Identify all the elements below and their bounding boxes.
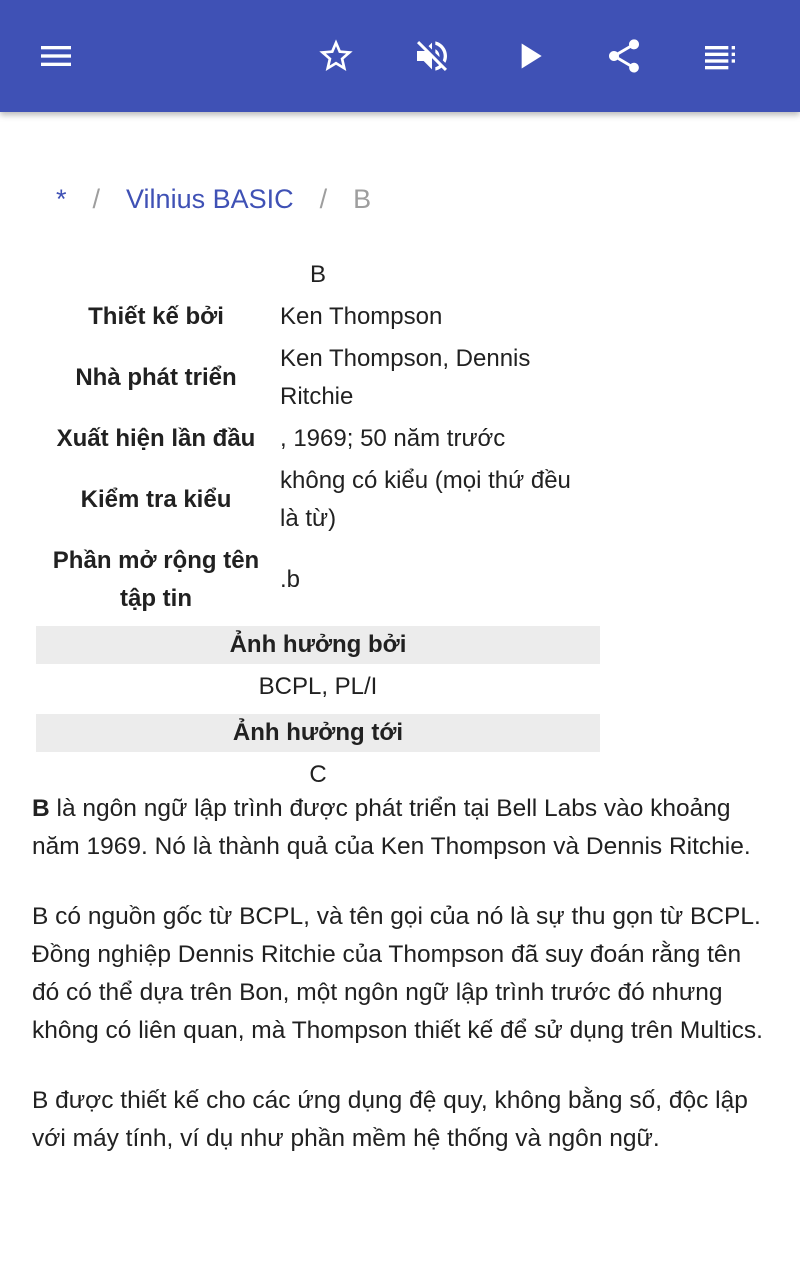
infobox-row [36,340,600,416]
menu-button[interactable] [24,24,88,88]
app-bar [0,0,800,112]
infobox-value[interactable]: Ken Thompson, Dennis Ritchie [280,345,531,410]
paragraph: B được thiết kế cho các ứng dụng đệ quy, không bằng số, độc lập với máy tính, ví dụ như phần mềm hệ thống và ngôn ngữ. [32,1087,748,1152]
play-icon [510,36,550,76]
influenced-by-value[interactable]: BCPL, PL/I [258,673,378,700]
influenced-value[interactable]: C [309,761,327,788]
breadcrumb [56,182,371,216]
infobox-row [36,462,600,538]
breadcrumb-separator: / [92,183,101,214]
infobox [36,256,600,794]
infobox-row [36,420,600,458]
infobox-section-header: Ảnh hưởng bởi [36,626,600,664]
breadcrumb-separator: / [319,183,328,214]
playlist-icon [700,36,740,76]
article-subject: B [32,795,50,822]
favorite-button[interactable] [304,24,368,88]
article-body [32,790,768,1190]
infobox-label: Xuất hiện lần đầu [56,425,256,452]
infobox-value: .b [280,566,301,593]
volume-off-icon [412,36,452,76]
article-content [0,112,800,1280]
play-button[interactable] [498,24,562,88]
infobox-row [36,542,600,618]
infobox-label: Nhà phát triển [75,364,237,391]
infobox-value: , 1969; 50 năm trước [280,425,506,452]
breadcrumb-parent-link[interactable]: Vilnius BASIC [126,183,294,214]
paragraph-text: là ngôn ngữ lập trình được phát triển tại Bell Labs vào khoảng năm 1969. Nó là thành quả của Ken Thompson và Dennis Ritchie. [32,795,751,860]
contents-button[interactable] [688,24,752,88]
share-icon [604,36,644,76]
infobox-label[interactable]: Phần mở rộng tên tập tin [52,547,260,612]
infobox-title: B [309,261,326,288]
infobox-row [36,298,600,336]
star-icon [316,36,356,76]
paragraph [32,790,768,866]
paragraph: B có nguồn gốc từ BCPL, và tên gọi của nó là sự thu gọn từ BCPL. Đồng nghiệp Dennis Ritchie của Thompson đã suy đoán rằng tên đó có thể dựa trên Bon, một ngôn ngữ lập trình trước đó nhưng không có liên quan, mà Thompson thiết kế để sử dụng trên Multics. [32,903,763,1044]
share-button[interactable] [592,24,656,88]
infobox-label: Thiết kế bởi [88,303,224,330]
infobox-section-header: Ảnh hưởng tới [36,714,600,752]
infobox-label[interactable]: Kiểm tra kiểu [80,486,232,513]
menu-icon [36,36,76,76]
mute-button[interactable] [400,24,464,88]
infobox-value[interactable]: Ken Thompson [280,303,443,330]
breadcrumb-current: B [353,183,372,214]
infobox-value: không có kiểu (mọi thứ đều là từ) [280,467,571,532]
breadcrumb-home-link[interactable]: * [56,183,67,214]
